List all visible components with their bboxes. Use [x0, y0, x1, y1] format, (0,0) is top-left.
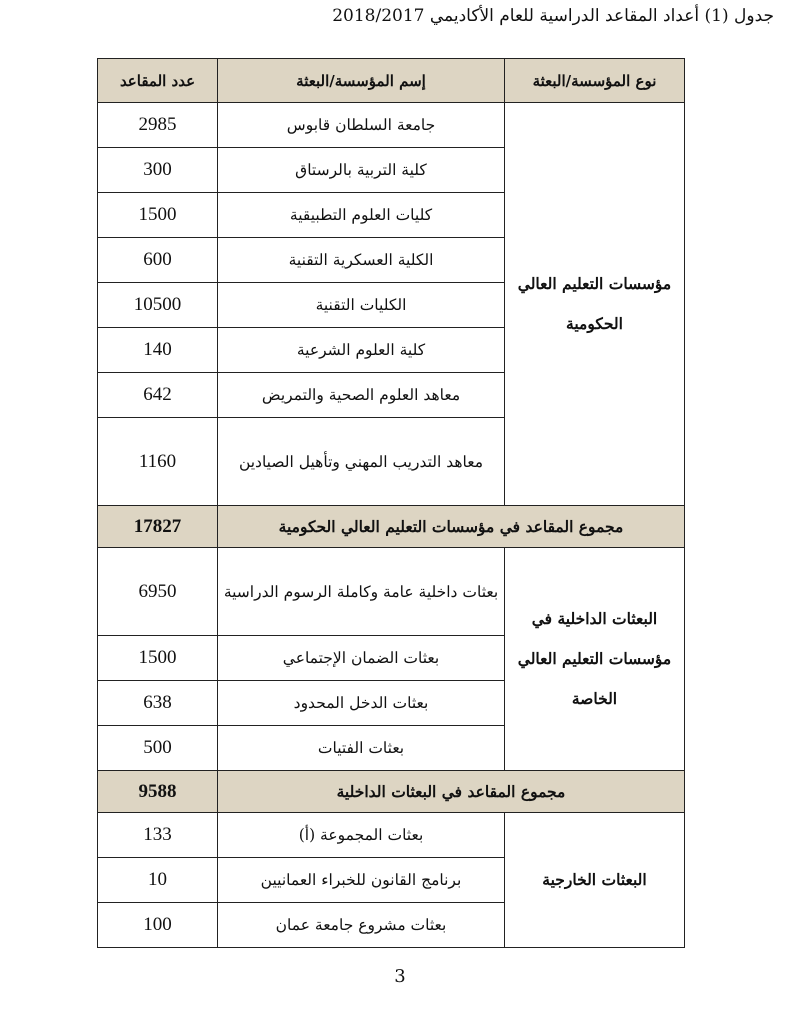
institution-name: الكليات التقنية [218, 283, 505, 328]
seat-count: 600 [98, 238, 218, 283]
group-type-government: مؤسسات التعليم العالي الحكومية [505, 103, 685, 506]
seat-count: 1500 [98, 193, 218, 238]
seat-count: 638 [98, 681, 218, 726]
seat-count: 140 [98, 328, 218, 373]
institution-name: كلية التربية بالرستاق [218, 148, 505, 193]
institution-name: معاهد التدريب المهني وتأهيل الصيادين [218, 418, 505, 506]
header-seats: عدد المقاعد [98, 59, 218, 103]
total-value: 9588 [98, 771, 218, 813]
seat-count: 1500 [98, 636, 218, 681]
group-type-external: البعثات الخارجية [505, 813, 685, 948]
seat-count: 500 [98, 726, 218, 771]
header-name: إسم المؤسسة/البعثة [218, 59, 505, 103]
header-type: نوع المؤسسة/البعثة [505, 59, 685, 103]
institution-name: بعثات المجموعة (أ) [218, 813, 505, 858]
institution-name: بعثات الضمان الإجتماعي [218, 636, 505, 681]
seat-count: 10500 [98, 283, 218, 328]
total-row-government [98, 506, 685, 548]
total-row-internal [98, 771, 685, 813]
header-row [98, 59, 685, 103]
institution-name: كلية العلوم الشرعية [218, 328, 505, 373]
table-row [98, 548, 685, 636]
table-row [98, 813, 685, 858]
institution-name: بعثات داخلية عامة وكاملة الرسوم الدراسية [218, 548, 505, 636]
institution-name: بعثات مشروع جامعة عمان [218, 903, 505, 948]
seat-count: 100 [98, 903, 218, 948]
institution-name: برنامج القانون للخبراء العمانيين [218, 858, 505, 903]
seat-count: 642 [98, 373, 218, 418]
seats-table [97, 58, 685, 948]
page-number: 3 [394, 966, 406, 987]
seat-count: 300 [98, 148, 218, 193]
group-type-internal: البعثات الداخلية في مؤسسات التعليم العالي الخاصة [505, 548, 685, 771]
total-label: مجموع المقاعد في مؤسسات التعليم العالي الحكومية [218, 506, 685, 548]
seat-count: 2985 [98, 103, 218, 148]
seat-count: 133 [98, 813, 218, 858]
seat-count: 6950 [98, 548, 218, 636]
seat-count: 10 [98, 858, 218, 903]
seat-count: 1160 [98, 418, 218, 506]
institution-name: بعثات الدخل المحدود [218, 681, 505, 726]
institution-name: كليات العلوم التطبيقية [218, 193, 505, 238]
institution-name: بعثات الفتيات [218, 726, 505, 771]
table-caption: جدول (1) أعداد المقاعد الدراسية للعام الأكاديمي 2018/2017 [332, 6, 774, 26]
total-value: 17827 [98, 506, 218, 548]
institution-name: معاهد العلوم الصحية والتمريض [218, 373, 505, 418]
institution-name: الكلية العسكرية التقنية [218, 238, 505, 283]
total-label: مجموع المقاعد في البعثات الداخلية [218, 771, 685, 813]
institution-name: جامعة السلطان قابوس [218, 103, 505, 148]
table-row [98, 103, 685, 148]
